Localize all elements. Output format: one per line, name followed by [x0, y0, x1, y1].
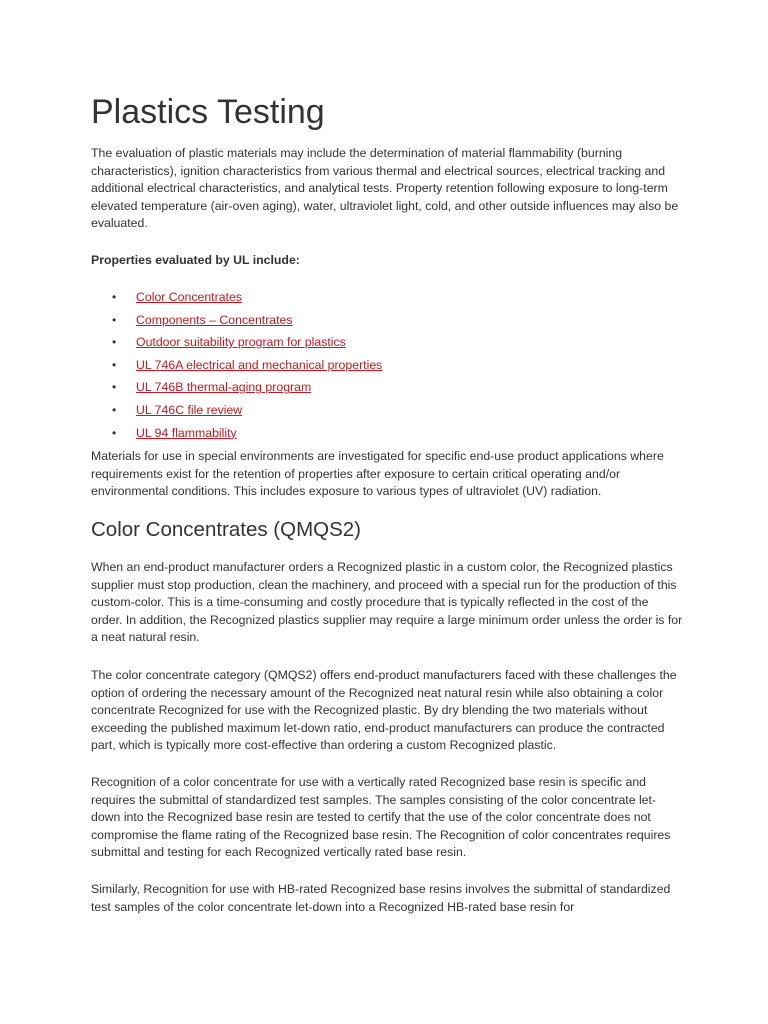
link-ul-746c[interactable]: UL 746C file review: [136, 402, 243, 417]
link-ul-94[interactable]: UL 94 flammability: [136, 425, 237, 440]
page-title: Plastics Testing: [91, 93, 325, 131]
list-item: [91, 312, 683, 335]
bullet-icon: •: [112, 312, 117, 327]
section-paragraph-2: The color concentrate category (QMQS2) offers end-product manufacturers faced with these challenges the option of ordering the necessary amount of the Recognized neat natural resin while also obtaining a color concentrate Recognized for use with the Recognized plastic. By dry blending the two materials without exceeding the published maximum let-down ratio, end-product manufacturers can produce the contracted part, which is typically more cost-effective than ordering a custom Recognized plastic.: [91, 668, 677, 753]
section-paragraph-1: When an end-product manufacturer orders a Recognized plastic in a custom color, the Recognized plastics supplier must stop production, clean the machinery, and proceed with a special run for the production of this custom-color. This is a time-consuming and costly procedure that is typically reflected in the cost of the order. In addition, the Recognized plastics supplier may require a large minimum order unless the order is for a neat natural resin.: [91, 560, 683, 645]
bullet-icon: •: [112, 402, 117, 417]
special-environments-paragraph: Materials for use in special environments are investigated for specific end-use product applications where requirements exist for the retention of properties after exposure to certain critical operating and/or environmental conditions. This includes exposure to various types of ultraviolet (UV) radiation.: [91, 449, 664, 499]
bullet-icon: •: [112, 357, 117, 372]
bullet-icon: •: [112, 290, 117, 304]
bullet-icon: •: [112, 380, 117, 395]
link-ul-746b[interactable]: UL 746B thermal-aging program: [136, 380, 312, 395]
properties-list: [91, 289, 683, 447]
section-paragraph-4: Similarly, Recognition for use with HB-rated Recognized base resins involves the submittal of standardized test samples of the color concentrate let-down into a Recognized HB-rated base resin for: [91, 882, 671, 914]
list-item: [91, 289, 683, 312]
list-item: [91, 357, 683, 380]
list-item: [91, 379, 683, 402]
link-outdoor-suitability[interactable]: Outdoor suitability program for plastics: [136, 335, 346, 350]
section-heading: Color Concentrates (QMQS2): [91, 518, 362, 541]
link-color-concentrates[interactable]: Color Concentrates: [136, 290, 242, 304]
intro-paragraph: The evaluation of plastic materials may include the determination of material flammability (burning characteristics), ignition characteristics from various thermal and electrical sources, electrical tracking and additional electrical characteristics, and analytical tests. Property retention following exposure to long-term elevated temperature (air-oven aging), water, ultraviolet light, cold, and other outside influences may also be evaluated.: [91, 146, 679, 231]
list-item: [91, 334, 683, 357]
link-components-concentrates[interactable]: Components – Concentrates: [136, 312, 293, 327]
section-paragraph-3: Recognition of a color concentrate for use with a vertically rated Recognized base resin is specific and requires the submittal of standardized test samples. The samples consisting of the color concentrate let-down into the Recognized base resin are tested to certify that the use of the color concentrate does not compromise the flame rating of the Recognized base resin. The Recognition of color concentrates requires submittal and testing for each Recognized vertically rated base resin.: [91, 775, 671, 860]
link-ul-746a[interactable]: UL 746A electrical and mechanical properties: [136, 357, 383, 372]
list-item: [91, 402, 683, 425]
list-item: [91, 425, 683, 448]
bullet-icon: •: [112, 335, 117, 350]
bullet-icon: •: [112, 425, 117, 440]
properties-heading: Properties evaluated by UL include:: [91, 253, 300, 267]
